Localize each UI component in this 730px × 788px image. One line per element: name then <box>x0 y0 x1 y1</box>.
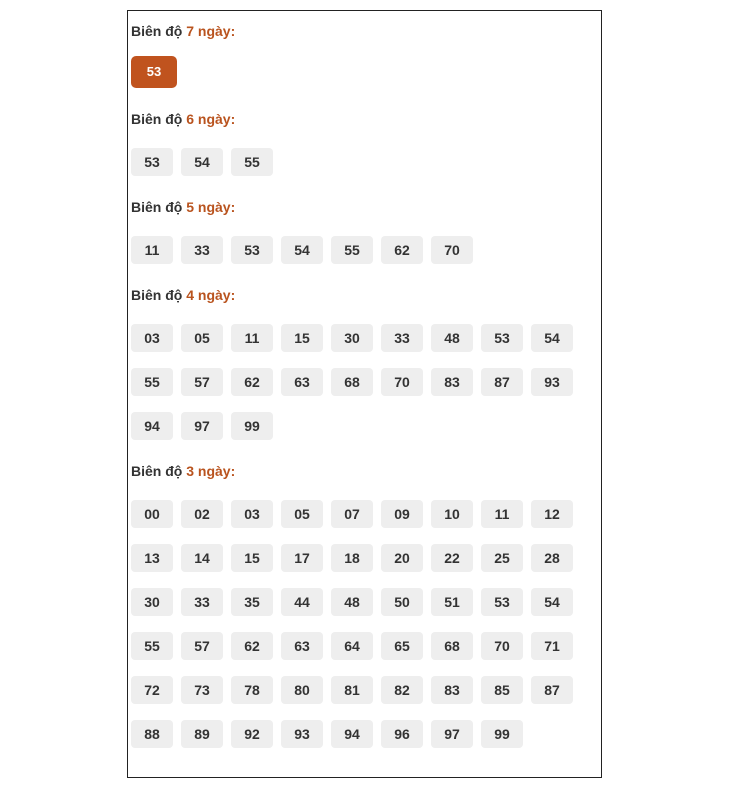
number-chips <box>131 236 591 264</box>
section-heading <box>131 110 591 128</box>
chip-row <box>131 368 591 396</box>
section-heading <box>131 22 591 40</box>
number-chip: 03 <box>131 324 173 352</box>
chip-row <box>131 236 591 264</box>
heading-prefix: Biên độ <box>131 111 187 127</box>
number-chip: 55 <box>231 148 273 176</box>
number-chip: 57 <box>181 368 223 396</box>
number-chip: 92 <box>231 720 273 748</box>
section-3-days <box>131 462 591 748</box>
section-heading <box>131 462 591 480</box>
chip-row <box>131 500 591 528</box>
number-chip: 09 <box>381 500 423 528</box>
number-chip: 99 <box>231 412 273 440</box>
number-chips <box>131 500 591 748</box>
chip-row <box>131 676 591 704</box>
heading-days: 3 ngày: <box>186 463 236 479</box>
number-chip: 10 <box>431 500 473 528</box>
chip-row <box>131 148 591 176</box>
number-chip: 02 <box>181 500 223 528</box>
number-chip: 88 <box>131 720 173 748</box>
number-chip: 14 <box>181 544 223 572</box>
number-chip: 11 <box>481 500 523 528</box>
number-chip: 54 <box>281 236 323 264</box>
number-chips <box>131 148 591 176</box>
number-chip: 33 <box>181 236 223 264</box>
number-chips <box>131 324 591 440</box>
section-heading <box>131 198 591 216</box>
number-chip: 13 <box>131 544 173 572</box>
section-heading <box>131 286 591 304</box>
number-chip: 33 <box>181 588 223 616</box>
amplitude-panel <box>127 10 602 778</box>
chip-row <box>131 632 591 660</box>
heading-days: 6 ngày: <box>186 111 236 127</box>
number-chip: 83 <box>431 368 473 396</box>
number-chip: 33 <box>381 324 423 352</box>
number-chip: 17 <box>281 544 323 572</box>
number-chip: 64 <box>331 632 373 660</box>
number-chip: 30 <box>331 324 373 352</box>
number-chip: 05 <box>181 324 223 352</box>
number-chip: 25 <box>481 544 523 572</box>
chip-row <box>131 324 591 352</box>
number-chip: 70 <box>431 236 473 264</box>
number-chip: 70 <box>381 368 423 396</box>
number-chip: 11 <box>131 236 173 264</box>
number-chip: 35 <box>231 588 273 616</box>
number-chip: 50 <box>381 588 423 616</box>
number-chip: 83 <box>431 676 473 704</box>
number-chip: 53 <box>131 148 173 176</box>
heading-prefix: Biên độ <box>131 199 187 215</box>
chip-row <box>131 544 591 572</box>
number-chip: 93 <box>531 368 573 396</box>
chip-row <box>131 412 591 440</box>
section-6-days <box>131 110 591 176</box>
number-chip: 30 <box>131 588 173 616</box>
number-chip: 53 <box>481 324 523 352</box>
number-chip: 55 <box>131 368 173 396</box>
heading-prefix: Biên độ <box>131 463 187 479</box>
section-4-days <box>131 286 591 440</box>
number-chip: 57 <box>181 632 223 660</box>
number-chip: 54 <box>531 324 573 352</box>
number-chip: 48 <box>431 324 473 352</box>
heading-prefix: Biên độ <box>131 287 187 303</box>
number-chip: 20 <box>381 544 423 572</box>
number-chip: 73 <box>181 676 223 704</box>
number-chip: 15 <box>281 324 323 352</box>
number-chip: 05 <box>281 500 323 528</box>
number-chip: 87 <box>481 368 523 396</box>
number-chip: 97 <box>181 412 223 440</box>
heading-days: 7 ngày: <box>186 23 236 39</box>
number-chip: 68 <box>331 368 373 396</box>
number-chip: 22 <box>431 544 473 572</box>
number-chip: 03 <box>231 500 273 528</box>
number-chip: 85 <box>481 676 523 704</box>
heading-prefix: Biên độ <box>131 23 187 39</box>
number-chip: 11 <box>231 324 273 352</box>
number-chip: 71 <box>531 632 573 660</box>
number-chip: 63 <box>281 368 323 396</box>
section-7-days <box>131 22 591 88</box>
number-chip: 48 <box>331 588 373 616</box>
number-chip: 62 <box>381 236 423 264</box>
chip-row <box>131 720 591 748</box>
number-chip: 15 <box>231 544 273 572</box>
number-chip: 18 <box>331 544 373 572</box>
number-chip: 00 <box>131 500 173 528</box>
number-chip: 89 <box>181 720 223 748</box>
chip-row <box>131 56 591 88</box>
number-chip: 93 <box>281 720 323 748</box>
number-chip: 07 <box>331 500 373 528</box>
number-chip: 81 <box>331 676 373 704</box>
number-chip: 94 <box>131 412 173 440</box>
number-chip: 72 <box>131 676 173 704</box>
number-chip: 53 <box>131 56 177 88</box>
number-chip: 87 <box>531 676 573 704</box>
number-chip: 65 <box>381 632 423 660</box>
number-chip: 82 <box>381 676 423 704</box>
number-chip: 70 <box>481 632 523 660</box>
number-chip: 68 <box>431 632 473 660</box>
number-chip: 54 <box>181 148 223 176</box>
number-chip: 80 <box>281 676 323 704</box>
number-chip: 62 <box>231 368 273 396</box>
number-chip: 63 <box>281 632 323 660</box>
number-chip: 12 <box>531 500 573 528</box>
number-chip: 53 <box>481 588 523 616</box>
number-chip: 51 <box>431 588 473 616</box>
number-chip: 53 <box>231 236 273 264</box>
number-chip: 78 <box>231 676 273 704</box>
number-chip: 54 <box>531 588 573 616</box>
number-chip: 55 <box>131 632 173 660</box>
chip-row <box>131 588 591 616</box>
number-chip: 44 <box>281 588 323 616</box>
number-chip: 55 <box>331 236 373 264</box>
number-chips <box>131 56 591 88</box>
number-chip: 97 <box>431 720 473 748</box>
heading-days: 5 ngày: <box>186 199 236 215</box>
number-chip: 62 <box>231 632 273 660</box>
section-5-days <box>131 198 591 264</box>
number-chip: 28 <box>531 544 573 572</box>
number-chip: 94 <box>331 720 373 748</box>
heading-days: 4 ngày: <box>186 287 236 303</box>
number-chip: 96 <box>381 720 423 748</box>
number-chip: 99 <box>481 720 523 748</box>
